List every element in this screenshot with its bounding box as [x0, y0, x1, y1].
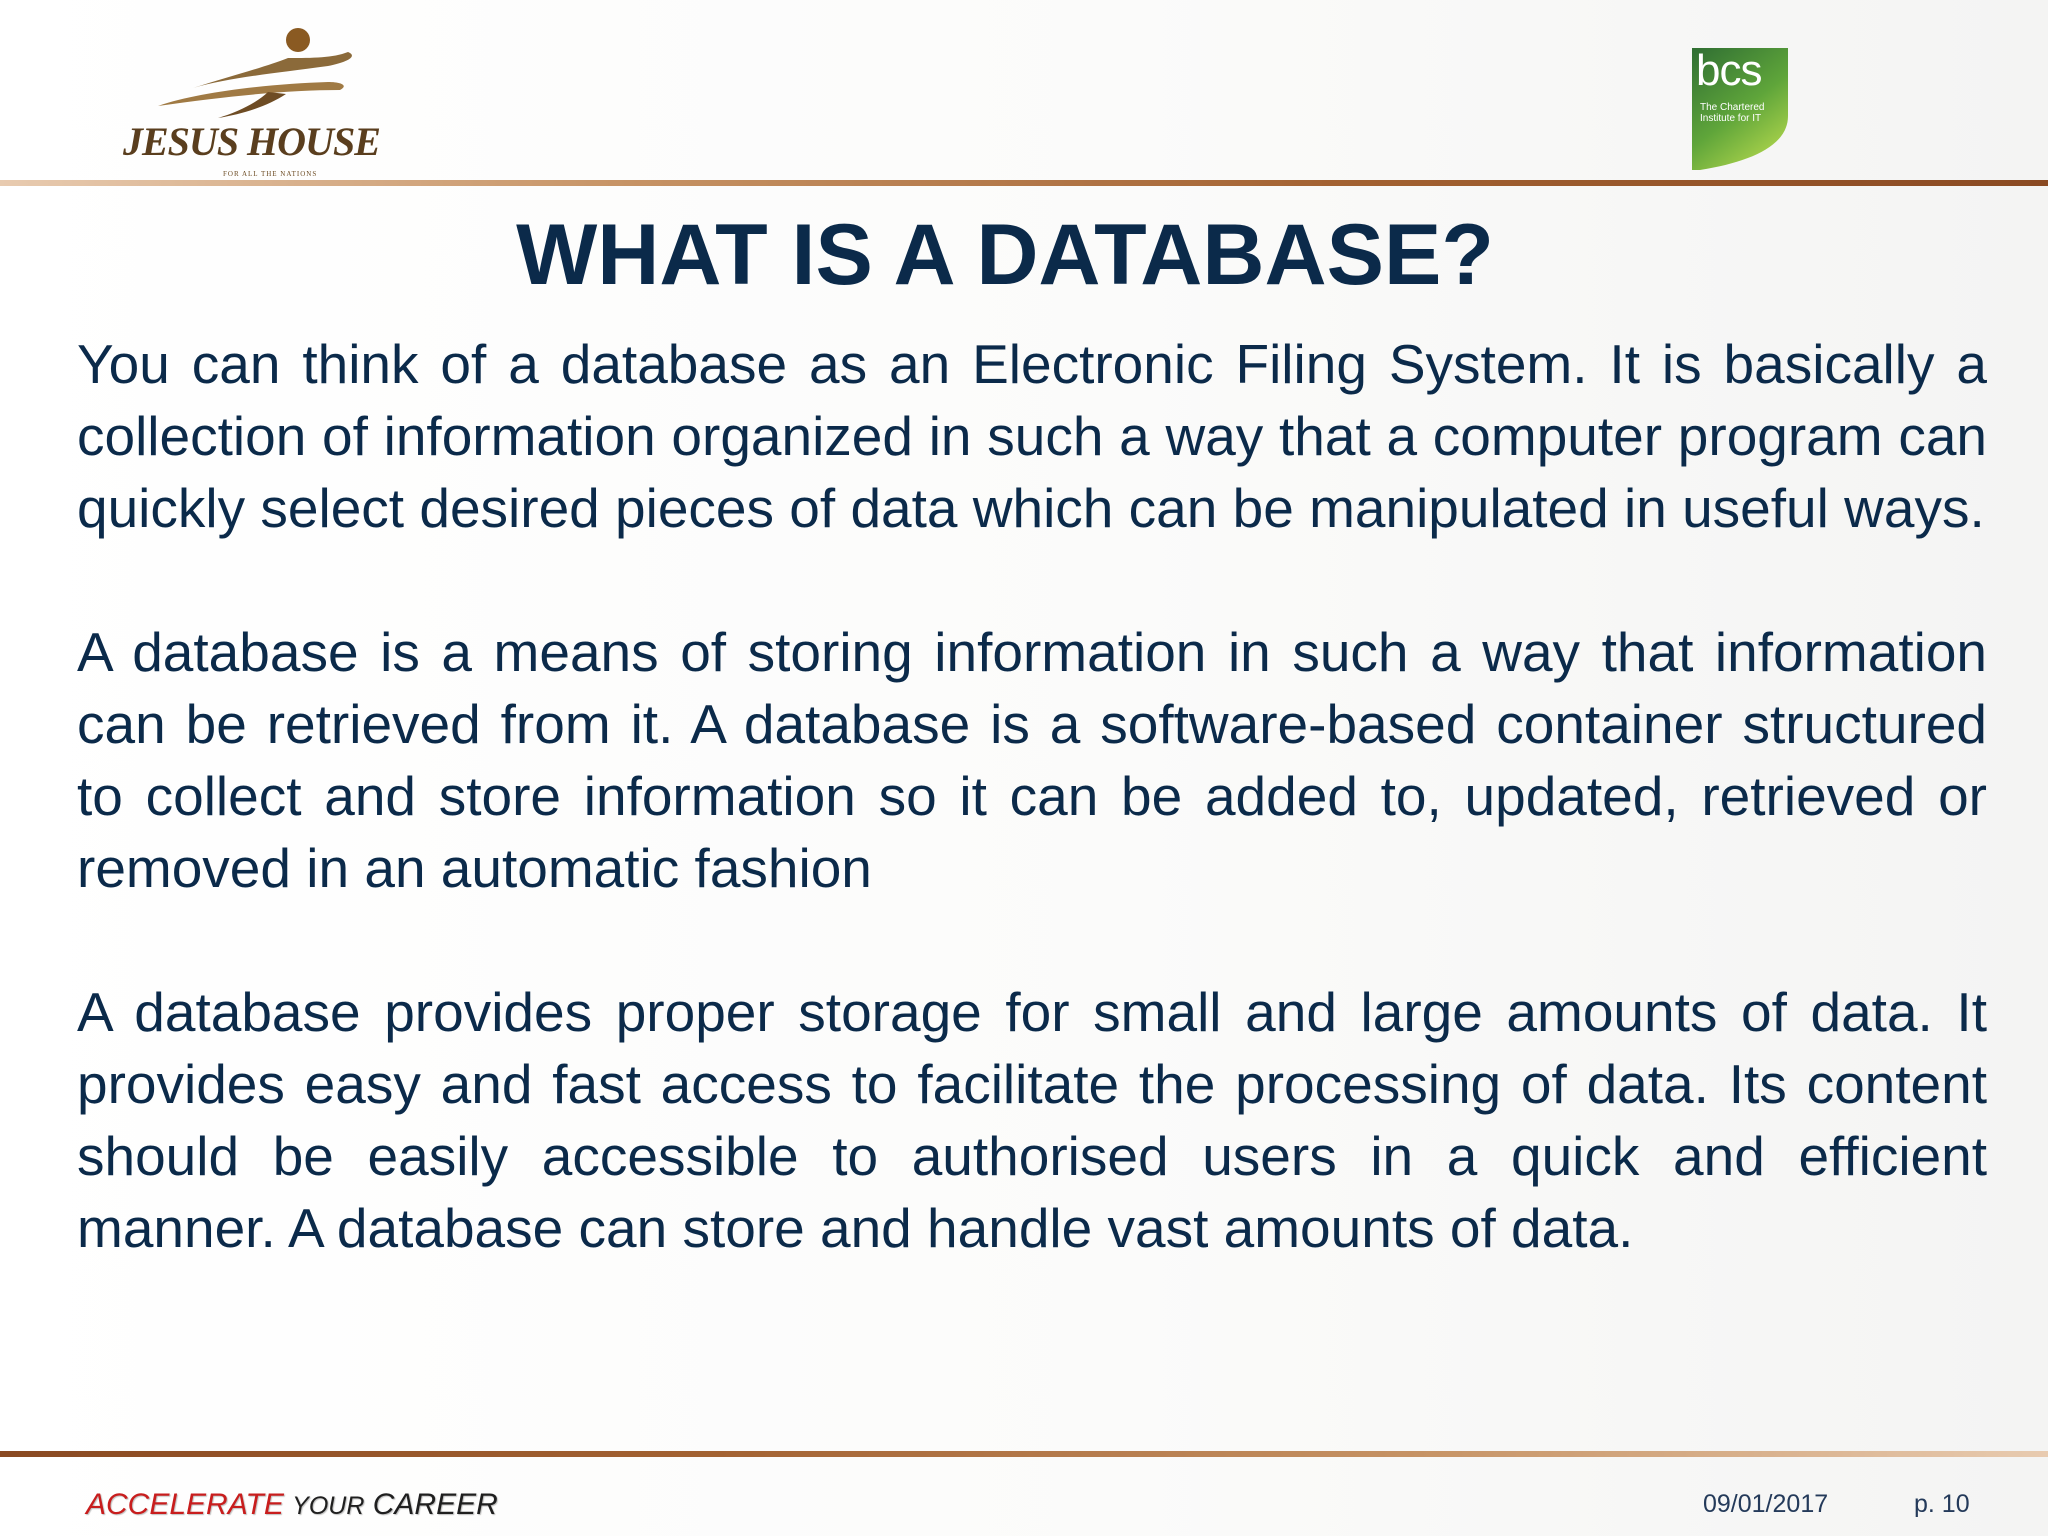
- jesus-house-wordmark: JESUS HOUSE: [123, 119, 380, 164]
- footer-tagline: [86, 1488, 498, 1522]
- tagline-your: YOUR: [292, 1492, 365, 1520]
- tagline-career: CAREER: [372, 1488, 498, 1521]
- bcs-logo: [1690, 46, 1790, 172]
- paragraph-1: You can think of a database as an Electronic Filing System. It is basically a collection of information organized in such a way that a computer program can quickly select desired pieces of data which can be manipulated in useful ways.: [77, 333, 1987, 539]
- jesus-house-tagline: FOR ALL THE NATIONS: [223, 170, 318, 178]
- bcs-subtitle: The Chartered Institute for IT: [1700, 102, 1765, 124]
- header-divider: [0, 180, 2048, 186]
- paragraph-3: A database provides proper storage for small and large amounts of data. It provides easy and fast access to facilitate the processing of data. Its content should be easily accessible to authorised users in a quick and efficient manner. A database can store and handle vast amounts of data.: [77, 981, 1987, 1259]
- tagline-accelerate: ACCELERATE: [86, 1488, 284, 1521]
- slide-body: [77, 328, 1987, 1336]
- bcs-wordmark: bcs: [1696, 46, 1762, 95]
- paragraph-2: A database is a means of storing information in such a way that information can be retrieved from it. A database is a software-based container structured to collect and store information so it can be added to, updated, retrieved or removed in an automatic fashion: [77, 621, 1987, 899]
- page-number: p. 10: [1914, 1490, 1970, 1518]
- jesus-house-logo: [118, 22, 388, 178]
- slide-title: WHAT IS A DATABASE?: [516, 207, 1494, 303]
- footer-divider: [0, 1451, 2048, 1457]
- footer-date: 09/01/2017: [1703, 1490, 1829, 1518]
